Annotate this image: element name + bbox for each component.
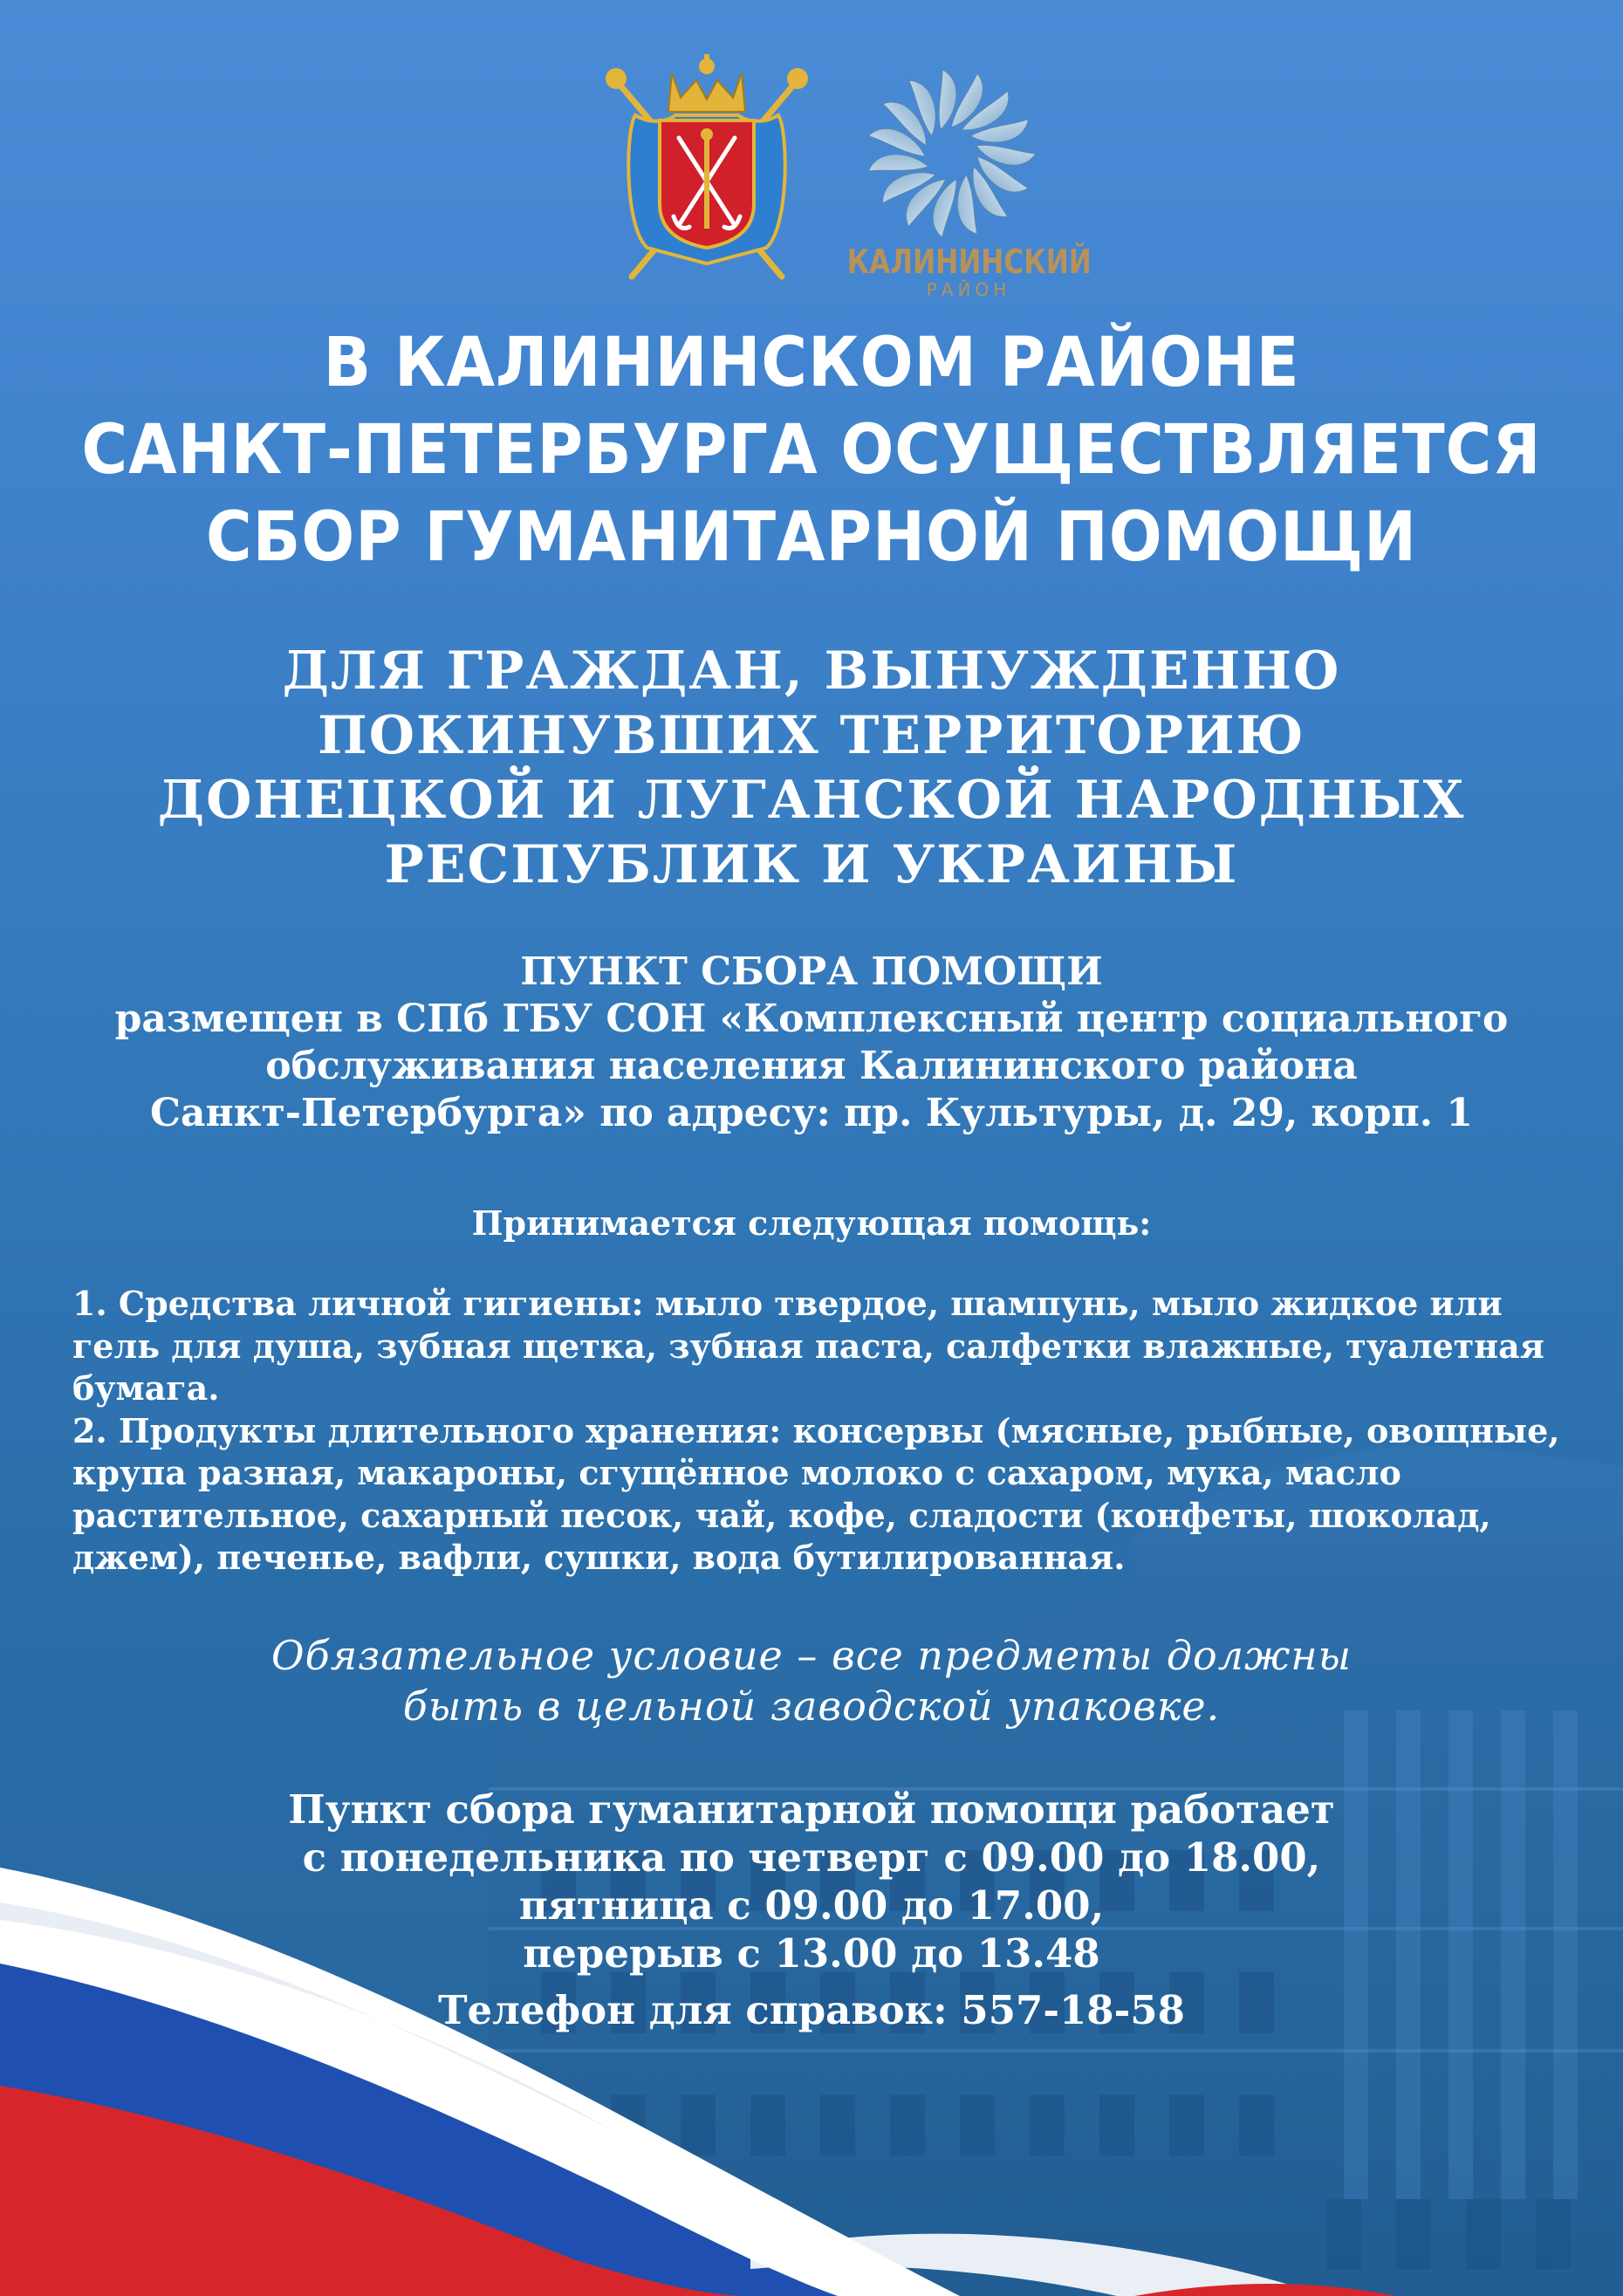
subheadline-line: РЕСПУБЛИК И УКРАИНЫ: [384, 834, 1239, 895]
schedule-line: перерыв с 13.00 до 13.48: [523, 1930, 1100, 1977]
sub-headline: [0, 639, 1623, 897]
packaging-condition: [0, 1630, 1623, 1731]
main-headline: [65, 319, 1558, 581]
schedule-line: Пункт сбора гуманитарной помощи работает: [288, 1786, 1335, 1833]
district-logo-name: КАЛИНИНСКИЙ: [846, 243, 1092, 281]
phone-info: Телефон для справок: 557-18-58: [438, 1987, 1185, 2033]
collection-point: [0, 949, 1623, 1137]
collection-point-line: размещен в СПб ГБУ СОН «Комплексный центр социального: [114, 997, 1509, 1041]
subheadline-line: ДЛЯ ГРАЖДАН, ВЫНУЖДЕННО: [282, 641, 1341, 702]
condition-line: Обязательное условие – все предметы должны: [270, 1632, 1352, 1679]
accepted-help-title: Принимается следующая помощь:: [471, 1203, 1152, 1243]
subheadline-line: ДОНЕЦКОЙ И ЛУГАНСКОЙ НАРОДНЫХ: [157, 770, 1466, 831]
saint-petersburg-coat-of-arms: [599, 54, 815, 283]
schedule-line: пятница с 09.00 до 17.00,: [518, 1882, 1105, 1929]
list-item: 2. Продукты длительного хранения: консервы (мясные, рыбные, овощные, крупа разная, макароны, сгущённое молоко с сахаром, мука, масло растительное, сахарный песок, чай, кофе, сладости (конфеты, шоколад, джем), печенье, вафли, сушки, вода бутилированная.: [72, 1410, 1560, 1577]
condition-line: быть в цельной заводской упаковке.: [402, 1683, 1221, 1730]
accepted-help-list: [72, 1283, 1591, 1580]
working-hours: [0, 1785, 1623, 1977]
collection-point-line: обслуживания населения Калининского района: [265, 1044, 1358, 1088]
district-logo-subtitle: РАЙОН: [926, 279, 1011, 300]
kalininsky-district-logo: [864, 66, 1038, 241]
collection-point-title: ПУНКТ СБОРА ПОМОЩИ: [520, 949, 1103, 994]
collection-point-line: Санкт-Петербурга» по адресу: пр. Культуры, д. 29, корп. 1: [150, 1091, 1473, 1135]
headline-line: САНКТ-ПЕТЕРБУРГА ОСУЩЕСТВЛЯЕТСЯ: [81, 411, 1542, 490]
headline-line: В КАЛИНИНСКОМ РАЙОНЕ: [323, 324, 1300, 402]
list-item: 1. Средства личной гигиены: мыло твердое, шампунь, мыло жидкое или гель для душа, зубная щетка, зубная паста, салфетки влажные, туалетная бумага.: [72, 1284, 1544, 1408]
headline-line: СБОР ГУМАНИТАРНОЙ ПОМОЩИ: [206, 498, 1417, 577]
schedule-line: с понедельника по четверг с 09.00 до 18.00,: [302, 1834, 1321, 1881]
subheadline-line: ПОКИНУВШИХ ТЕРРИТОРИЮ: [318, 705, 1305, 766]
